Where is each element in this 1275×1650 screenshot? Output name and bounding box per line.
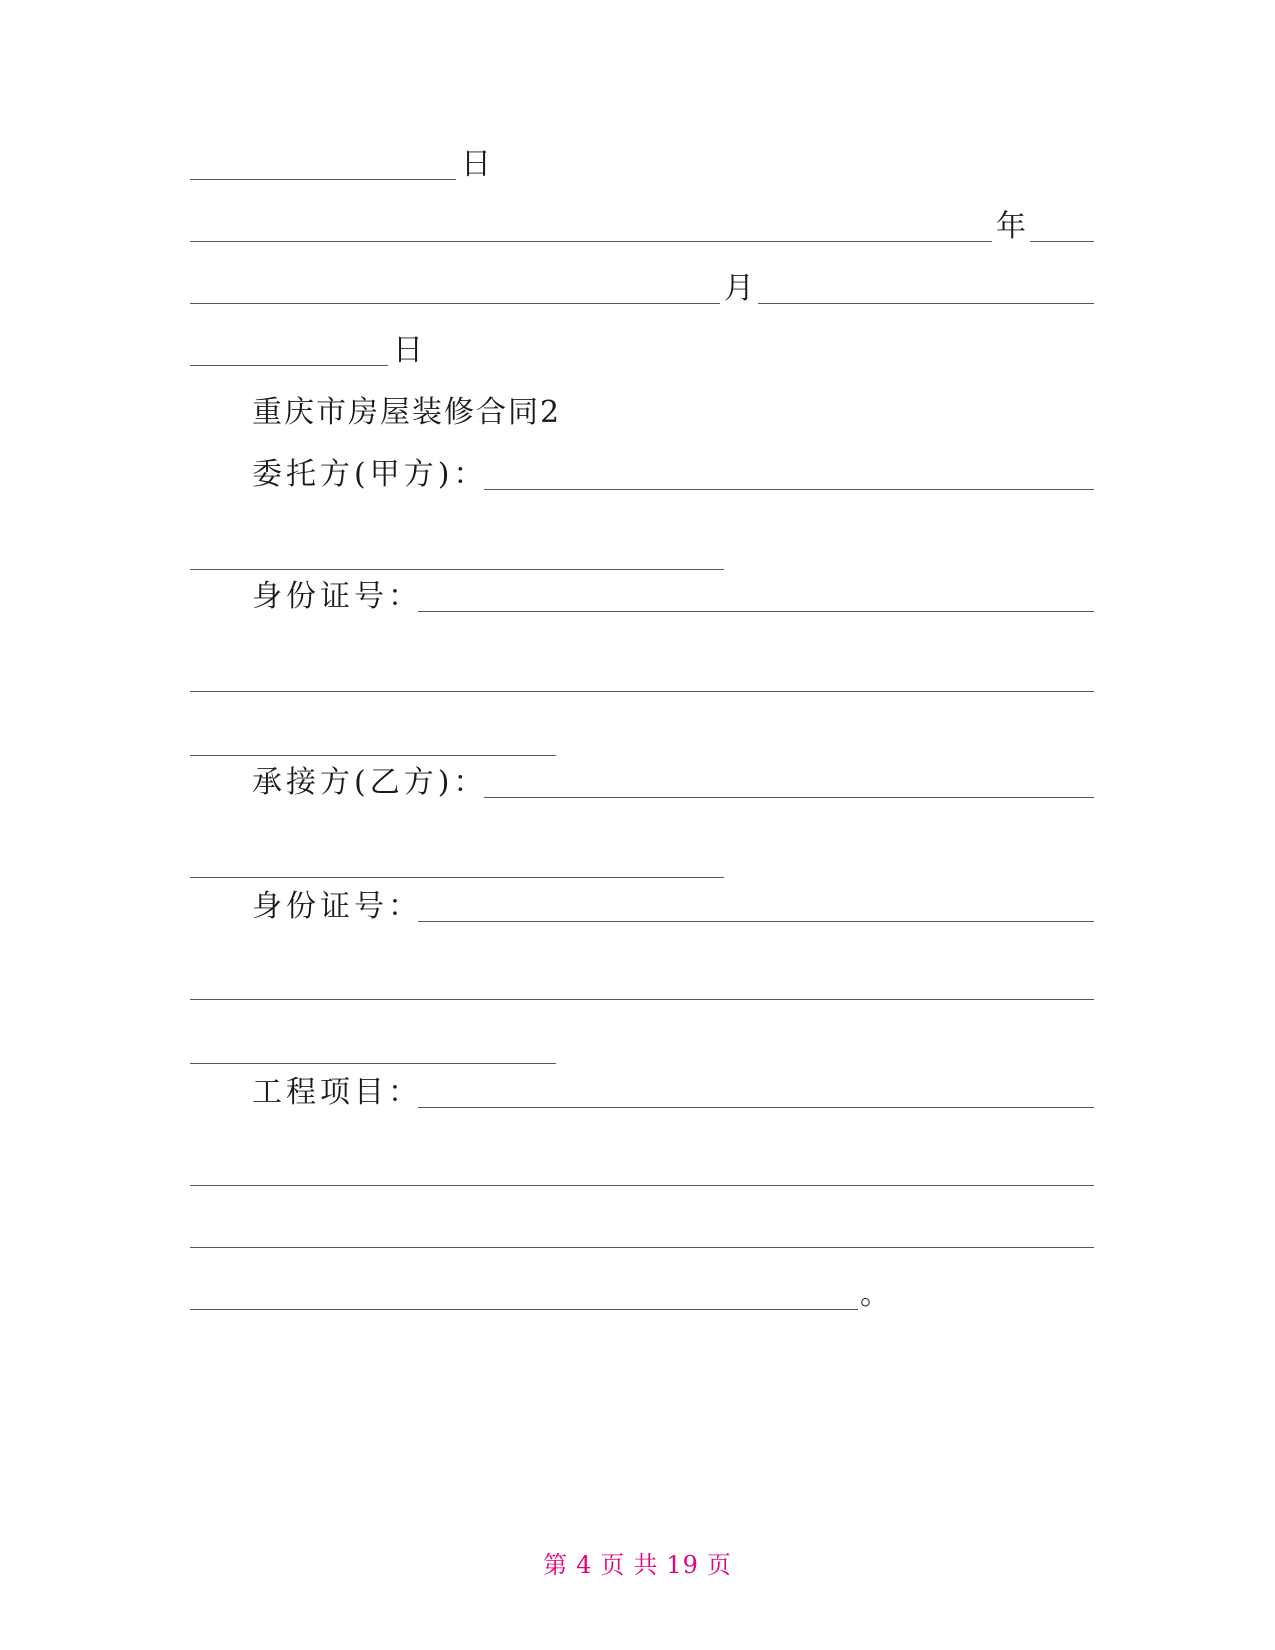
blank-underline [418, 1107, 1094, 1108]
blank-underline [190, 999, 1094, 1000]
project-label: 工程项目： [252, 1075, 422, 1110]
client-field-cont [190, 538, 1094, 578]
blank-underline [190, 877, 724, 878]
blank-underline [758, 303, 1094, 304]
blank-underline [190, 179, 456, 180]
date-line-day-2 [190, 334, 1094, 374]
blank-underline [190, 365, 388, 366]
client-id-label: 身份证号： [252, 579, 422, 614]
blank-underline [1030, 241, 1094, 242]
project-field-cont-3 [190, 1278, 1094, 1318]
footer-page-number: 4 [576, 1551, 593, 1579]
contractor-label: 承接方(乙方)： [252, 765, 488, 800]
blank-underline [418, 611, 1094, 612]
page-footer [0, 1545, 1275, 1580]
footer-total-word: 共 [633, 1551, 659, 1579]
client-id-field-cont-1 [190, 660, 1094, 700]
blank-underline [190, 755, 556, 756]
client-label: 委托方(甲方)： [252, 457, 488, 492]
contractor-id-field-cont-1 [190, 968, 1094, 1008]
blank-underline [190, 1309, 858, 1310]
date-line-month [190, 272, 1094, 312]
blank-underline [418, 921, 1094, 922]
blank-underline [190, 569, 724, 570]
date-line-year [190, 210, 1094, 250]
client-id-field [190, 580, 1094, 620]
year-char: 年 [996, 209, 1030, 244]
footer-suffix: 页 [706, 1551, 732, 1579]
client-field [190, 458, 1094, 498]
footer-page-word: 页 [600, 1551, 626, 1579]
project-field [190, 1076, 1094, 1116]
blank-underline [190, 303, 720, 304]
blank-underline [190, 691, 1094, 692]
project-field-cont-1 [190, 1154, 1094, 1194]
client-id-field-cont-2 [190, 724, 1094, 764]
day-char: 日 [393, 333, 427, 368]
footer-total-pages: 19 [666, 1551, 699, 1579]
date-line-day-1 [190, 148, 1094, 188]
blank-underline [190, 1247, 1094, 1248]
contractor-id-field-cont-2 [190, 1032, 1094, 1072]
month-char: 月 [724, 271, 758, 306]
day-char: 日 [461, 147, 495, 182]
contractor-id-field [190, 890, 1094, 930]
blank-underline [484, 489, 1094, 490]
contractor-id-label: 身份证号： [252, 889, 422, 924]
blank-underline [190, 1185, 1094, 1186]
project-field-cont-2 [190, 1216, 1094, 1256]
contractor-field [190, 766, 1094, 806]
blank-underline [484, 797, 1094, 798]
section-title: 重庆市房屋装修合同2 [252, 395, 562, 430]
blank-underline [190, 1063, 556, 1064]
section-title-row [190, 396, 1094, 436]
footer-prefix: 第 [543, 1551, 569, 1579]
blank-underline [190, 241, 992, 242]
contractor-field-cont [190, 846, 1094, 886]
end-mark: 。 [860, 1277, 894, 1312]
